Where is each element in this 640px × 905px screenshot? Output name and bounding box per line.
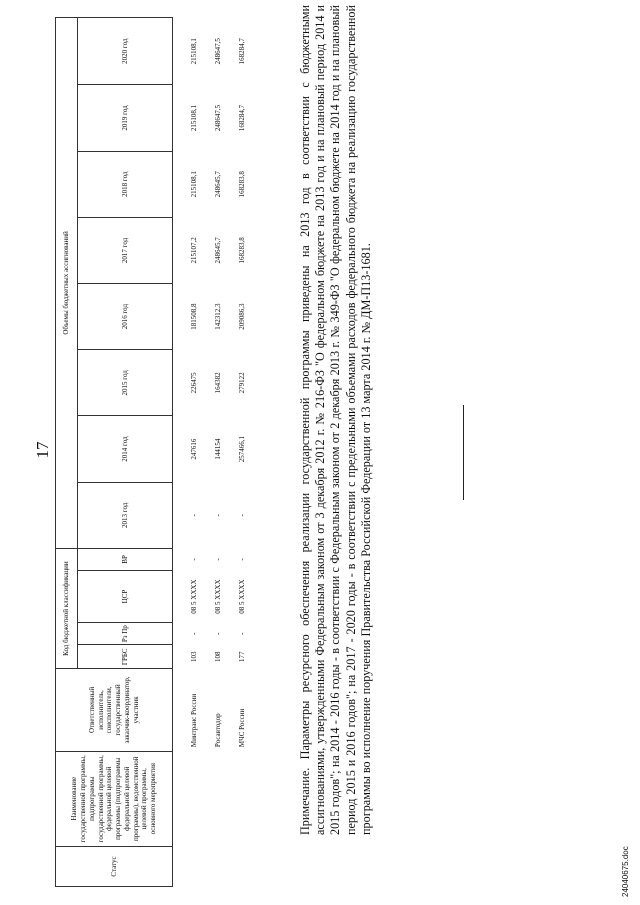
cell-csr: 08 5 XXXX — [213, 579, 222, 614]
cell-executor: МЧС России — [237, 708, 246, 748]
cell-grbs: 177 — [237, 651, 246, 663]
note-paragraph: Примечание. Параметры ресурсного обеспечения реализации государственной программы приведены на 2013 год в соответствии с бюджетными ассигнованиями, утвержденными Федеральным законом от 3 декабря 2012 г. № 216-ФЗ "О федеральном бюджете на 2013 год и на плановый период 2014 и 2015 годов"; на 2014 - 2016 годы - в соответствии с Федеральным законом от 2 декабря 2013 г. № 349-ФЗ "О федеральном бюджете на 2014 год и на плановый период 2015 и 2016 годов"; на 2017 - 2020 годы - в соответствии с предельными объемами расходов федерального бюджета на реализацию государственной программы во исполнение поручения Правительства Российской Федерации от 13 марта 2014 г. № ДМ-П13-1681. — [298, 5, 373, 835]
cell-rzpr: - — [189, 632, 198, 635]
cell-status — [230, 846, 254, 886]
cell-grbs: 103 — [189, 651, 198, 663]
header-budget-code: Код бюджетной классификации — [56, 548, 78, 668]
cell-value: 168283,8 — [237, 171, 246, 198]
separator-line — [463, 405, 464, 500]
cell-grbs: 108 — [213, 651, 222, 663]
header-year: 2019 год — [78, 85, 173, 151]
cell-value: 142312,3 — [213, 303, 222, 330]
header-year: 2016 год — [78, 284, 173, 350]
cell-vr: - — [213, 558, 222, 561]
cell-value: 209086,3 — [237, 303, 246, 330]
cell-value: 215108,1 — [189, 171, 198, 198]
table-row — [206, 18, 230, 887]
header-year: 2014 год — [78, 416, 173, 482]
header-vr: ВР — [78, 548, 173, 570]
cell-value: - — [213, 514, 222, 517]
header-year: 2013 год — [78, 482, 173, 548]
cell-value: 248647,5 — [213, 38, 222, 65]
page-number: 17 — [33, 441, 52, 459]
cell-value: 181508,8 — [189, 303, 198, 330]
header-year: 2020 год — [78, 18, 173, 85]
header-year: 2015 год — [78, 350, 173, 416]
table-row — [173, 18, 207, 887]
cell-value: 215107,2 — [189, 237, 198, 264]
cell-rzpr: - — [213, 632, 222, 635]
cell-vr: - — [237, 558, 246, 561]
header-year: 2017 год — [78, 217, 173, 283]
cell-value: 215108,1 — [189, 38, 198, 65]
header-executor: Ответственный исполнитель, соисполнители, государственный заказчик-координатор, участник — [56, 669, 173, 751]
cell-vr: - — [189, 558, 198, 561]
cell-value: 168283,8 — [237, 237, 246, 264]
budget-table — [55, 17, 254, 887]
cell-value: 248647,5 — [213, 104, 222, 132]
cell-value: 226475 — [189, 372, 198, 394]
cell-value: 215108,1 — [189, 104, 198, 132]
header-year: 2018 год — [78, 151, 173, 217]
header-grbs: ГРБС — [78, 645, 173, 669]
cell-csr: 08 5 XXXX — [189, 579, 198, 614]
cell-executor: Росавтодор — [213, 713, 222, 748]
cell-rzpr: - — [237, 632, 246, 635]
header-budget-volumes: Объемы бюджетных ассигнований — [56, 18, 78, 549]
cell-value: 248645,7 — [213, 171, 222, 198]
cell-value: 248645,7 — [213, 237, 222, 264]
header-program-name: Наименование государственной программы, подпрограммы государственной программы, федеральной целевой программы (подпрограммы федеральной целевой программы), ведомственной целевой программы, основного мероприятия — [56, 751, 173, 846]
cell-csr: 08 5 XXXX — [237, 579, 246, 614]
cell-value: 164382 — [213, 372, 222, 394]
document-id: 24040675.doc — [621, 846, 630, 897]
cell-value: 168284,7 — [237, 38, 246, 65]
cell-program-name — [206, 751, 230, 846]
cell-value: - — [189, 514, 198, 517]
header-rzpr: Рз Пр — [78, 623, 173, 645]
header-status: Статус — [56, 846, 173, 886]
cell-value: 168284,7 — [237, 104, 246, 132]
cell-value: 257466,1 — [237, 435, 246, 463]
cell-value: 279122 — [237, 372, 246, 394]
header-csr: ЦСР — [78, 570, 173, 622]
cell-value: 247616 — [189, 438, 198, 460]
cell-program-name — [173, 751, 207, 846]
table-row — [230, 18, 254, 887]
cell-status — [173, 846, 207, 886]
cell-executor: Минтранс России — [189, 693, 198, 748]
cell-program-name — [230, 751, 254, 846]
cell-value: - — [237, 514, 246, 517]
cell-value: 144154 — [213, 438, 222, 460]
cell-status — [206, 846, 230, 886]
